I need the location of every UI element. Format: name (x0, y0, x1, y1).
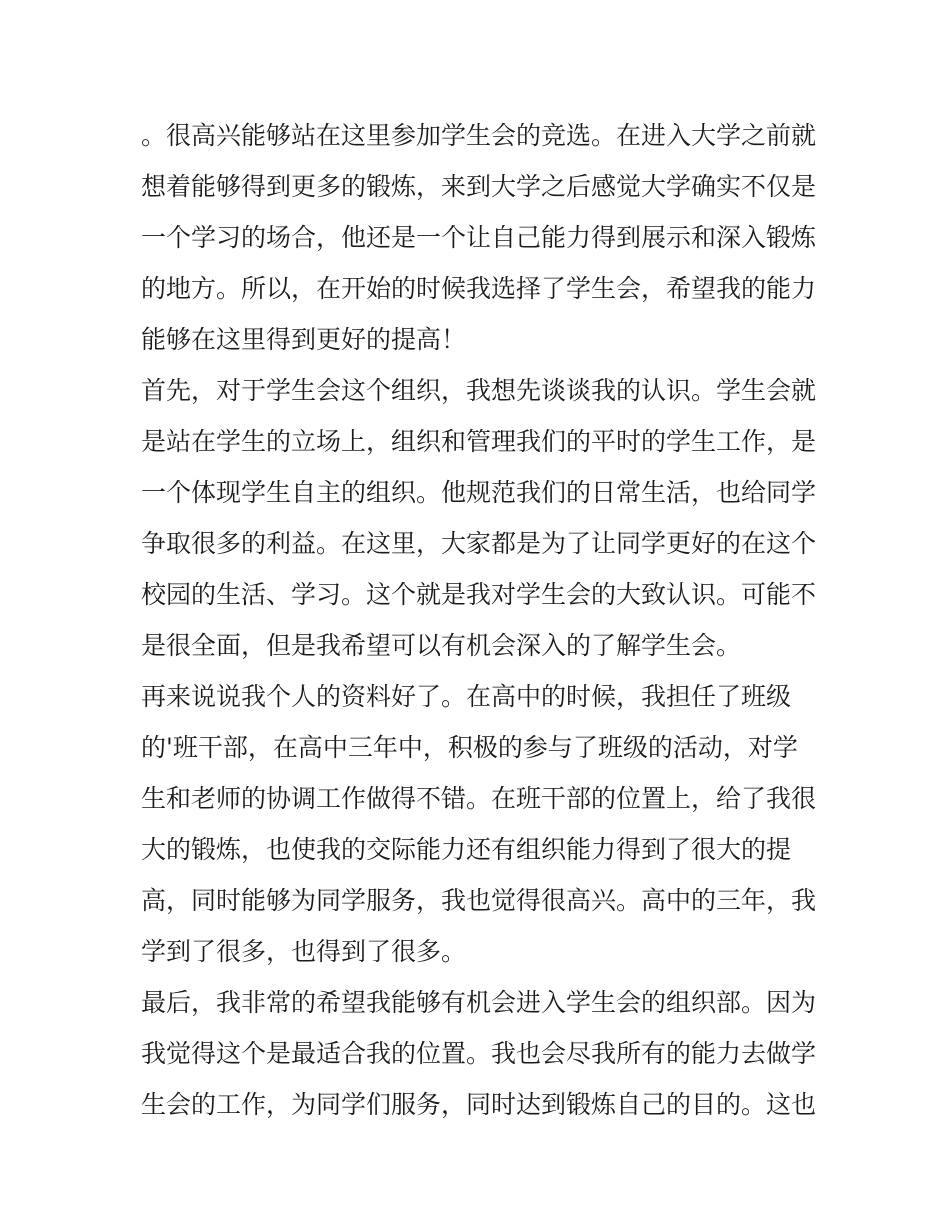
text-line-13: 的'班干部，在高中三年中，积极的参与了班级的活动，对学 (141, 733, 798, 762)
text-line-8: 一个体现学生自主的组织。他规范我们的日常生活，也给同学 (141, 478, 816, 507)
text-line-14: 生和老师的协调工作做得不错。在班干部的位置上，给了我很 (141, 784, 816, 813)
text-line-11: 是很全面，但是我希望可以有机会深入的了解学生会。 (141, 631, 742, 660)
text-line-6: 首先，对于学生会这个组织，我想先谈谈我的认识。学生会就 (141, 376, 816, 405)
text-line-1: 。很高兴能够站在这里参加学生会的竞选。在进入大学之前就 (141, 121, 816, 150)
text-line-12: 再来说说我个人的资料好了。在高中的时候，我担任了班级 (141, 682, 792, 711)
text-line-3: 一个学习的场合，他还是一个让自己能力得到展示和深入锻炼 (141, 223, 816, 252)
text-line-15: 大的锻炼，也使我的交际能力还有组织能力得到了很大的提 (141, 835, 792, 864)
text-line-4: 的地方。所以，在开始的时候我选择了学生会，希望我的能力 (141, 274, 816, 303)
text-line-2: 想着能够得到更多的锻炼，来到大学之后感觉大学确实不仅是 (141, 172, 816, 201)
text-line-10: 校园的生活、学习。这个就是我对学生会的大致认识。可能不 (141, 580, 816, 609)
text-line-9: 争取很多的利益。在这里，大家都是为了让同学更好的在这个 (141, 529, 816, 558)
text-line-20: 生会的工作，为同学们服务，同时达到锻炼自己的目的。这也 (141, 1090, 816, 1119)
text-line-7: 是站在学生的立场上，组织和管理我们的平时的学生工作，是 (141, 427, 816, 456)
text-line-19: 我觉得这个是最适合我的位置。我也会尽我所有的能力去做学 (141, 1039, 816, 1068)
text-line-18: 最后，我非常的希望我能够有机会进入学生会的组织部。因为 (141, 988, 816, 1017)
text-line-16: 高，同时能够为同学服务，我也觉得很高兴。高中的三年，我 (141, 886, 816, 915)
document-body (141, 110, 816, 1130)
text-line-17: 学到了很多，也得到了很多。 (141, 937, 467, 966)
text-line-5: 能够在这里得到更好的提高！ (141, 325, 467, 354)
